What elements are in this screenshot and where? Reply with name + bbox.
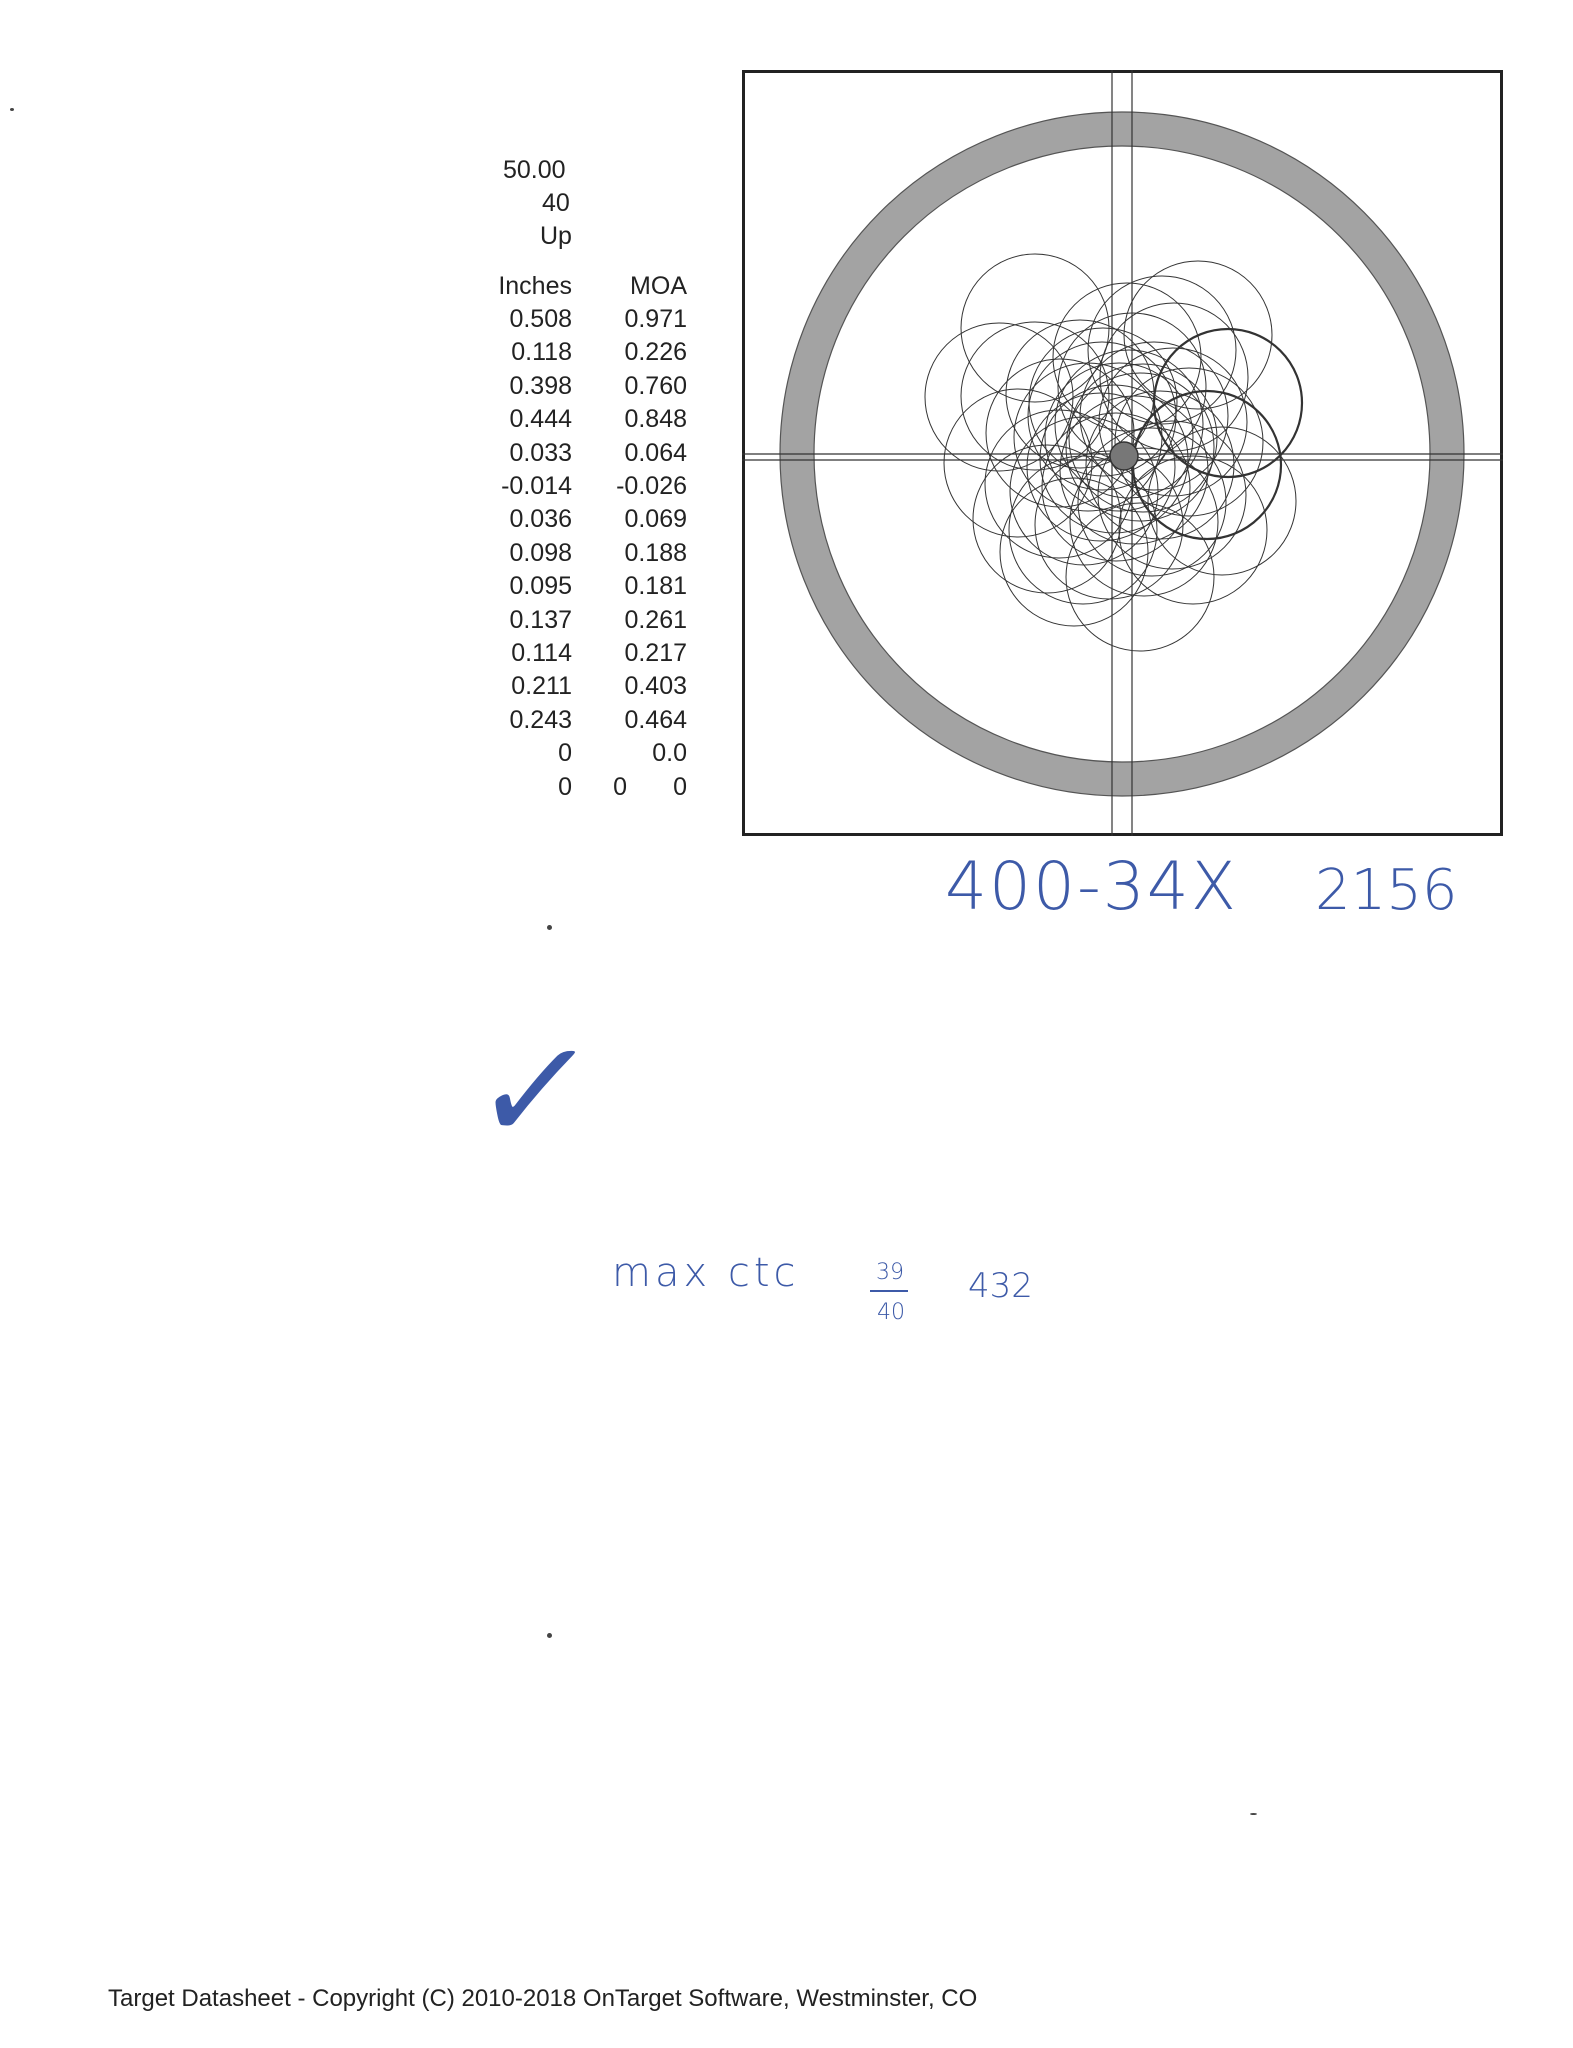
handwritten-fraction-bar — [870, 1290, 908, 1292]
velocity-min-value: 0 — [558, 773, 572, 801]
stat-inches-value: -0.014 — [501, 472, 572, 500]
handwritten-ctc-value: 432 — [968, 1266, 1033, 1306]
handwritten-number-note: 2156 — [1315, 858, 1458, 923]
stat-inches-value: 0.508 — [509, 305, 572, 333]
group-center-marker — [1110, 442, 1138, 470]
stat-inches-value: 0.095 — [509, 572, 572, 601]
target-orientation-value: Up — [540, 222, 572, 250]
stat-inches-value: 0.118 — [511, 338, 572, 367]
stat-inches-value: 0.098 — [509, 538, 572, 567]
stat-moa-value: 0.760 — [624, 371, 687, 400]
footer-copyright: Target Datasheet - Copyright (C) 2010-2018 OnTarget Software, Westminster, CO — [108, 1985, 978, 2012]
handwritten-rifle-note: 400-34X — [945, 848, 1238, 925]
target-distance-value: 50.00 — [503, 156, 566, 184]
stat-moa-value: 0.181 — [624, 572, 687, 601]
stat-moa-value: 0.971 — [624, 305, 687, 333]
stat-moa-value: 0.403 — [624, 672, 687, 701]
stat-moa-value: 0.0 — [652, 739, 687, 768]
scan-speck — [547, 1633, 552, 1638]
stat-inches-value: 0.036 — [509, 505, 572, 534]
target-svg — [742, 70, 1503, 836]
scan-speck — [1250, 1813, 1257, 1815]
stat-moa-value: 0.188 — [624, 538, 687, 567]
target-diagram — [742, 70, 1503, 836]
stat-moa-value: 0.064 — [624, 438, 687, 467]
stat-moa-value: 0.848 — [624, 405, 687, 434]
stat-inches-value: 0.211 — [511, 672, 572, 701]
velocity-max-value: 0 — [613, 773, 627, 801]
handwritten-check-mark: ✓ — [464, 1010, 605, 1173]
stat-inches-value: 0.114 — [511, 639, 572, 667]
stat-inches-value: 0.243 — [509, 705, 572, 734]
scan-speck — [10, 108, 14, 111]
scan-speck — [547, 925, 552, 930]
handwritten-max-ctc: max ctc — [612, 1250, 800, 1296]
stat-moa-value: 0.226 — [624, 338, 687, 367]
stat-inches-value: 0.137 — [509, 605, 572, 634]
stat-moa-value: 0.069 — [624, 505, 687, 534]
velocity-spread-value: 0 — [673, 773, 687, 801]
stat-moa-value: 0.464 — [624, 705, 687, 734]
stat-inches-value: 0.398 — [509, 371, 572, 400]
inches-column-header: Inches — [498, 272, 572, 300]
stat-moa-value: 0.261 — [624, 605, 687, 634]
stat-moa-value: 0.217 — [624, 639, 687, 667]
stat-inches-value: 0.444 — [509, 405, 572, 434]
stat-moa-value: -0.026 — [616, 472, 687, 500]
handwritten-fraction-denominator: 40 — [877, 1300, 905, 1325]
hole-count-value: 40 — [542, 189, 570, 217]
handwritten-fraction-numerator: 39 — [876, 1260, 904, 1285]
moa-column-header: MOA — [630, 272, 687, 300]
stat-inches-value: 0 — [558, 739, 572, 768]
stat-inches-value: 0.033 — [509, 438, 572, 467]
